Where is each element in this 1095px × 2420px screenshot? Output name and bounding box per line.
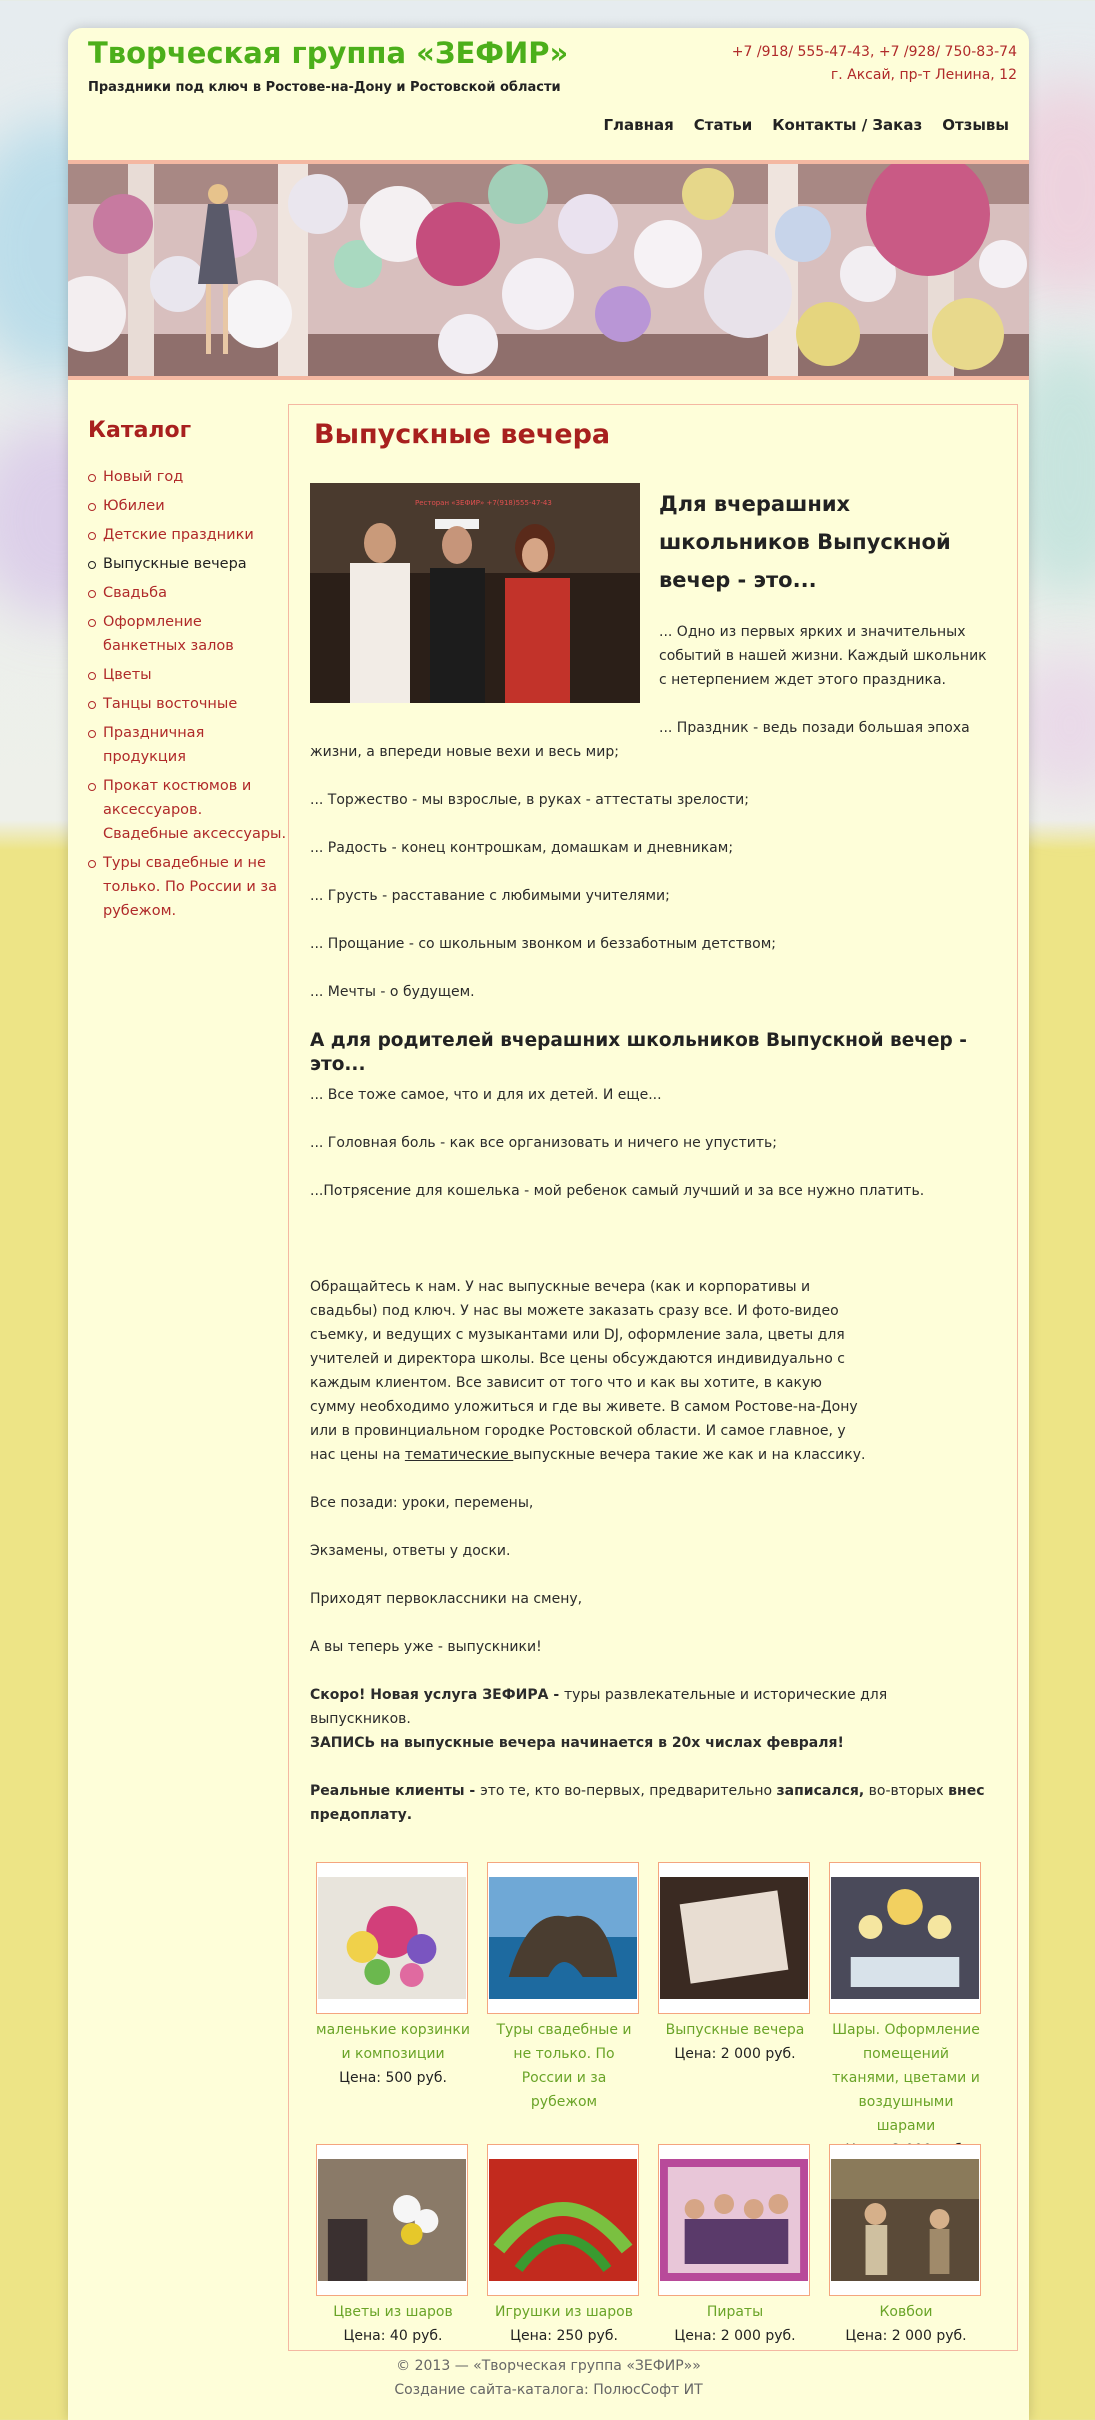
product-card[interactable]: [487, 1862, 641, 2114]
catalog-item-party-products[interactable]: Праздничная продукция: [88, 721, 288, 769]
product-image-graduation: [660, 1877, 808, 1999]
product-thumbnail[interactable]: [658, 2144, 810, 2296]
balloons-banner-image: [68, 164, 1029, 376]
product-name[interactable]: Цветы из шаров: [333, 2304, 453, 2320]
nav-item-home[interactable]: Главная: [603, 116, 674, 134]
product-thumbnail[interactable]: [487, 2144, 639, 2296]
catalog-item-graduations[interactable]: Выпускные вечера: [88, 552, 288, 576]
poem-line-2: Экзамены, ответы у доски.: [310, 1543, 511, 1559]
product-name[interactable]: Выпускные вечера: [665, 2022, 805, 2038]
product-image-balloon-flowers: [318, 2159, 466, 2281]
news-paragraph: Скоро! Новая услуга ЗЕФИРА - туры развлекательные и исторические для выпускников.: [310, 1687, 888, 1727]
catalog-title: Каталог: [88, 418, 192, 443]
header-banner: [68, 164, 1029, 376]
product-price: Цена: 2 000 руб.: [674, 2046, 796, 2062]
product-image-sea-rock: [489, 1877, 637, 1999]
paragraph-6: ... Прощание - со школьным звонком и беззаботным детством;: [310, 936, 777, 952]
site-footer: [68, 2354, 1029, 2402]
product-thumbnail[interactable]: [829, 2144, 981, 2296]
product-image-pirates: [660, 2159, 808, 2281]
product-card[interactable]: [658, 2144, 812, 2348]
product-thumbnail[interactable]: [316, 1862, 468, 2014]
thematic-link[interactable]: тематические: [404, 1447, 514, 1463]
paragraph-8: ... Все тоже самое, что и для их детей. И еще...: [310, 1087, 662, 1103]
graduates-photo[interactable]: [310, 483, 640, 703]
product-thumbnail[interactable]: [658, 1862, 810, 2014]
page-container: [68, 28, 1029, 2420]
product-card[interactable]: [829, 1862, 983, 2162]
site-tagline: Праздники под ключ в Ростове-на-Дону и Ростовской области: [88, 80, 561, 95]
paragraph-2: [310, 716, 990, 764]
product-image-flowers: [318, 1877, 466, 1999]
contacts-block: [732, 41, 1017, 87]
banner-divider: [68, 376, 1029, 380]
product-name[interactable]: Туры свадебные и не только. По России и за рубежом: [496, 2022, 632, 2110]
product-price: Цена: 40 руб.: [343, 2328, 443, 2344]
site-header: [68, 28, 1029, 160]
product-thumbnail[interactable]: [487, 1862, 639, 2014]
address: г. Аксай, пр-т Ленина, 12: [830, 67, 1017, 83]
catalog-item-tours[interactable]: Туры свадебные и не только. По России и за рубежом.: [88, 851, 288, 923]
signup-paragraph: ЗАПИСЬ на выпускные вечера начинается в 20х числах февраля!: [310, 1735, 844, 1751]
catalog-item-belly-dance[interactable]: Танцы восточные: [88, 692, 288, 716]
nav-item-reviews[interactable]: Отзывы: [942, 116, 1009, 134]
main-content: [288, 404, 1018, 2351]
poem-line-4: А вы теперь уже - выпускники!: [310, 1639, 542, 1655]
product-name[interactable]: Ковбои: [879, 2304, 933, 2320]
catalog-list: [88, 465, 288, 923]
product-thumbnail[interactable]: [829, 1862, 981, 2014]
product-card[interactable]: [487, 2144, 641, 2348]
paragraph-4: ... Радость - конец контрошкам, домашкам и дневникам;: [310, 840, 734, 856]
paragraph-5: ... Грусть - расставание с любимыми учителями;: [310, 888, 670, 904]
product-price: Цена: 250 руб.: [510, 2328, 618, 2344]
product-name[interactable]: Шары. Оформление помещений тканями, цветами и воздушными шарами: [832, 2022, 980, 2134]
catalog-item-costume-rental[interactable]: Прокат костюмов и аксессуаров. Свадебные аксессуары.: [88, 774, 288, 846]
paragraph-10: ...Потрясение для кошелька - мой ребенок самый лучший и за все нужно платить.: [310, 1183, 925, 1199]
product-card[interactable]: [316, 1862, 470, 2090]
product-image-balloon-toys: [489, 2159, 637, 2281]
product-image-balloon-decor: [831, 1877, 979, 1999]
page-title: Выпускные вечера: [314, 419, 611, 450]
footer-credit[interactable]: Создание сайта-каталога: ПолюсСофт ИТ: [394, 2382, 703, 2398]
photo-overlay-text: Ресторан «ЗЕФИР» +7(918)555-47-43: [415, 499, 552, 507]
phone-numbers: +7 /918/ 555-47-43, +7 /928/ 750-83-74: [731, 44, 1017, 60]
subheading-parents: А для родителей вчерашних школьников Выпускной вечер - это...: [310, 1030, 967, 1075]
paragraph-3: ... Торжество - мы взрослые, в руках - аттестаты зрелости;: [310, 792, 749, 808]
clients-paragraph: Реальные клиенты - это те, кто во-первых, предварительно записался, во-вторых внес предоплату.: [310, 1783, 985, 1823]
catalog-item-flowers[interactable]: Цветы: [88, 663, 288, 687]
product-card[interactable]: [829, 2144, 983, 2348]
catalog-sidebar: [88, 418, 288, 928]
nav-item-contacts[interactable]: Контакты / Заказ: [772, 116, 923, 134]
product-price: Цена: 2 000 руб.: [674, 2328, 796, 2344]
subheading-students: Для вчерашних школьников Выпускной вечер - это...: [659, 492, 951, 592]
site-title[interactable]: Творческая группа «ЗЕФИР»: [88, 36, 569, 70]
product-price: Цена: 2 000 руб.: [845, 2328, 967, 2344]
graduates-photo-image: [310, 483, 640, 703]
product-price: Цена: 500 руб.: [339, 2070, 447, 2086]
nav-item-articles[interactable]: Статьи: [693, 116, 753, 134]
catalog-item-new-year[interactable]: Новый год: [88, 465, 288, 489]
product-name[interactable]: Игрушки из шаров: [495, 2304, 633, 2320]
paragraph-7: ... Мечты - о будущем.: [310, 984, 475, 1000]
catalog-item-anniversaries[interactable]: Юбилеи: [88, 494, 288, 518]
catalog-item-wedding[interactable]: Свадьба: [88, 581, 288, 605]
paragraph-9: ... Головная боль - как все организовать и ничего не упустить;: [310, 1135, 777, 1151]
product-card[interactable]: [316, 2144, 470, 2348]
paragraph-1: ... Одно из первых ярких и значительных событий в нашей жизни. Каждый школьник с нетерпением ждет этого праздника.: [659, 624, 987, 688]
catalog-item-kids-parties[interactable]: Детские праздники: [88, 523, 288, 547]
poem-line-1: Все позади: уроки, перемены,: [310, 1495, 534, 1511]
paragraph-2-text: ... Праздник - ведь позади большая эпоха жизни, а впереди новые вехи и весь мир;: [310, 720, 970, 760]
paragraph-11: Обращайтесь к нам. У нас выпускные вечера (как и корпоративы и свадьбы) под ключ. У нас вы можете заказать сразу все. И фото-видео съемку, и ведущих с музыкантами или DJ, оформление зала, цветы для учителей и директора школы. Все цены обсуждаются индивидуально с каждым клиентом. Все зависит от того что и как вы хотите, в какую сумму необходимо уложиться и где вы живете. В самом Ростове-на-Дону или в провинциальном городке Ростовской области. И самое главное, у нас цены на тематические выпускные вечера такие же как и на классику.: [310, 1279, 866, 1463]
product-name[interactable]: маленькие корзинки и композиции: [316, 2022, 470, 2062]
poem-line-3: Приходят первоклассники на смену,: [310, 1591, 583, 1607]
product-name[interactable]: Пираты: [706, 2304, 764, 2320]
product-card[interactable]: [658, 1862, 812, 2066]
main-nav: [604, 116, 1010, 134]
catalog-item-banquet-halls[interactable]: Оформление банкетных залов: [88, 610, 288, 658]
footer-copyright: © 2013 — «Творческая группа «ЗЕФИР»»: [396, 2358, 701, 2374]
product-image-cowboys: [831, 2159, 979, 2281]
product-thumbnail[interactable]: [316, 2144, 468, 2296]
